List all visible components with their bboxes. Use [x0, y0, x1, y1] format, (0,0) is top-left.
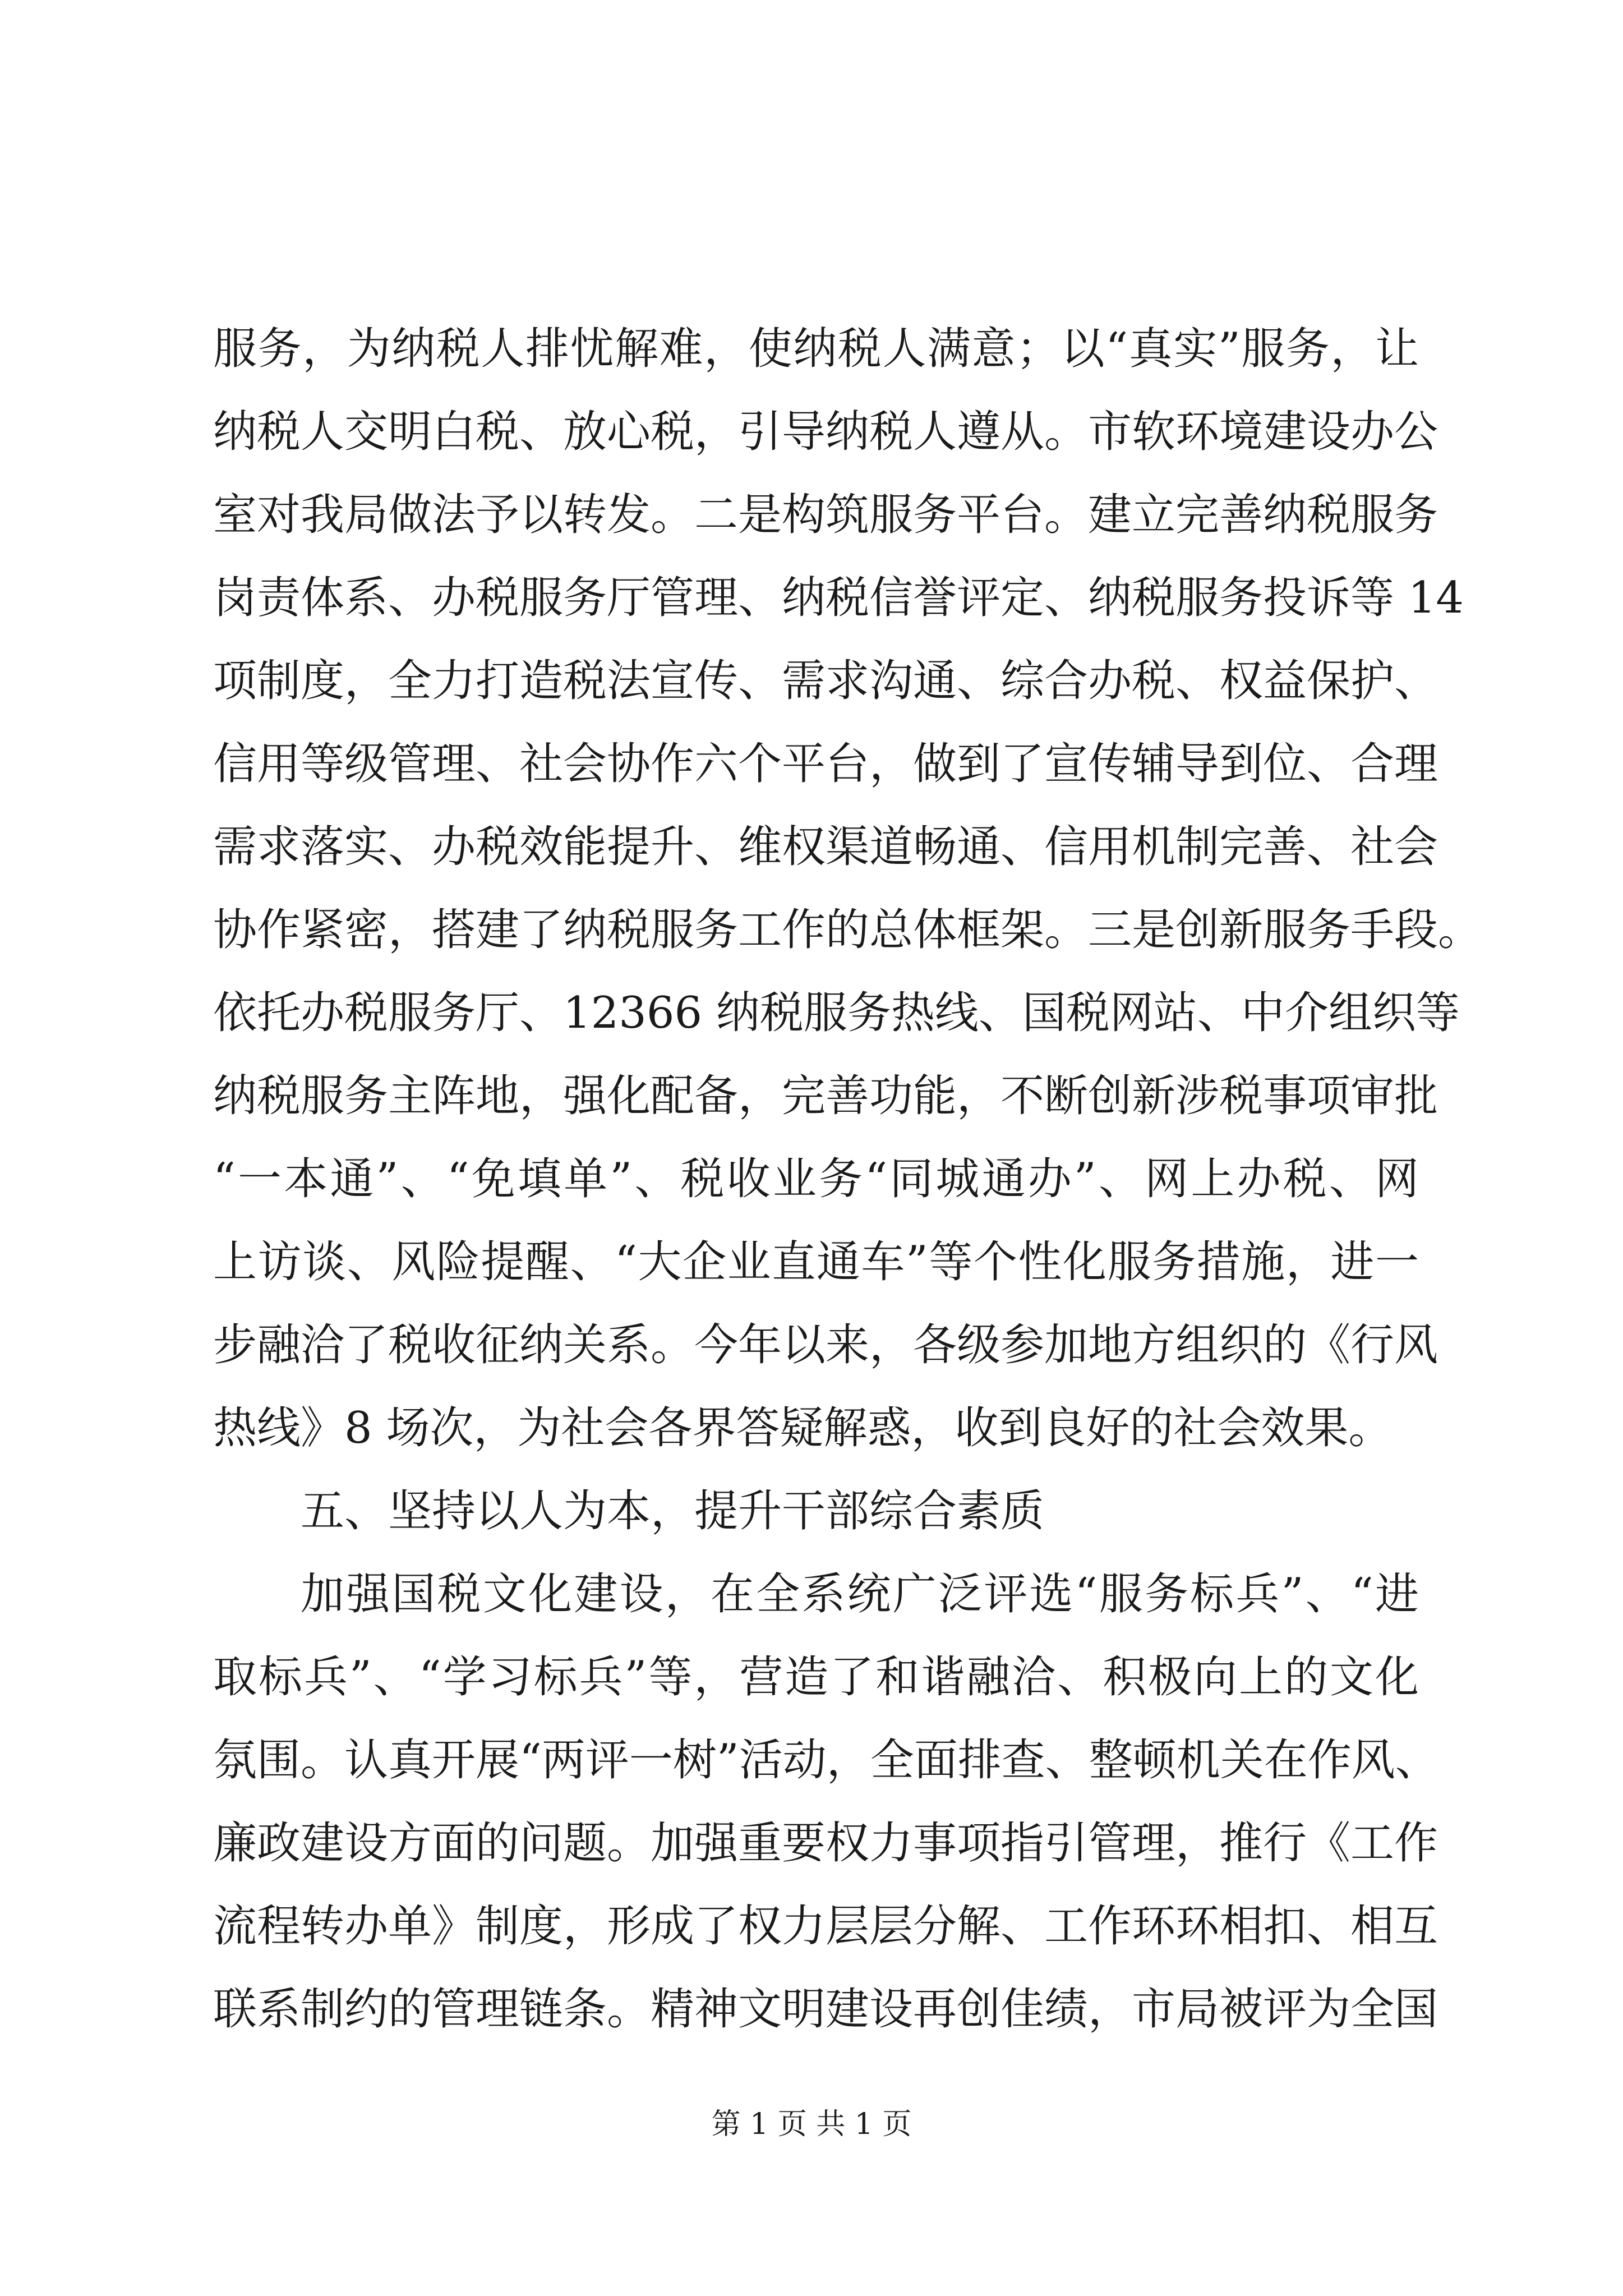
text-line: 步融洽了税收征纳关系。今年以来，各级参加地方组织的《行风 [213, 1320, 1438, 1370]
text-line: 热线》8 场次，为社会各界答疑解惑，收到良好的社会效果。 [213, 1403, 1393, 1453]
text-line: 加强国税文化建设，在全系统广泛评选“服务标兵”、“进 [301, 1569, 1419, 1619]
text-line: 上访谈、风险提醒、“大企业直通车”等个性化服务措施，进一 [213, 1237, 1419, 1287]
text-line: 项制度，全力打造税法宣传、需求沟通、综合办税、权益保护、 [213, 656, 1438, 706]
text-line: 氛围。认真开展“两评一树”活动，全面排查、整顿机关在作风、 [213, 1735, 1439, 1786]
body-text [213, 307, 1482, 2051]
text-line: 信用等级管理、社会协作六个平台，做到了宣传辅导到位、合理 [213, 739, 1438, 789]
text-line: 取标兵”、“学习标兵”等，营造了和谐融洽、积极向上的文化 [213, 1652, 1419, 1703]
text-line: 纳税人交明白税、放心税，引导纳税人遵从。市软环境建设办公 [213, 407, 1438, 457]
page-number-footer: 第 1 页 共 1 页 [711, 2108, 912, 2141]
text-line: 联系制约的管理链条。精神文明建设再创佳绩，市局被评为全国 [213, 1984, 1438, 2035]
text-line: 协作紧密，搭建了纳税服务工作的总体框架。三是创新服务手段。 [213, 905, 1482, 955]
text-line: 需求落实、办税效能提升、维权渠道畅通、信用机制完善、社会 [213, 822, 1438, 872]
text-line: 岗责体系、办税服务厅管理、纳税信誉评定、纳税服务投诉等 14 [213, 573, 1464, 623]
section-heading: 五、坚持以人为本，提升干部综合素质 [301, 1486, 1045, 1536]
text-line: 依托办税服务厅、12366 纳税服务热线、国税网站、中介组织等 [213, 988, 1460, 1038]
text-line: “一本通”、“免填单”、税收业务“同城通办”、网上办税、网 [213, 1154, 1419, 1204]
text-line: 廉政建设方面的问题。加强重要权力事项指引管理，推行《工作 [213, 1818, 1438, 1869]
text-line: 服务，为纳税人排忧解难，使纳税人满意；以“真实”服务，让 [213, 324, 1419, 374]
text-line: 纳税服务主阵地，强化配备，完善功能，不断创新涉税事项审批 [213, 1071, 1438, 1121]
text-line: 室对我局做法予以转发。二是构筑服务平台。建立完善纳税服务 [213, 490, 1438, 540]
text-line: 流程转办单》制度，形成了权力层层分解、工作环环相扣、相互 [213, 1901, 1438, 1952]
